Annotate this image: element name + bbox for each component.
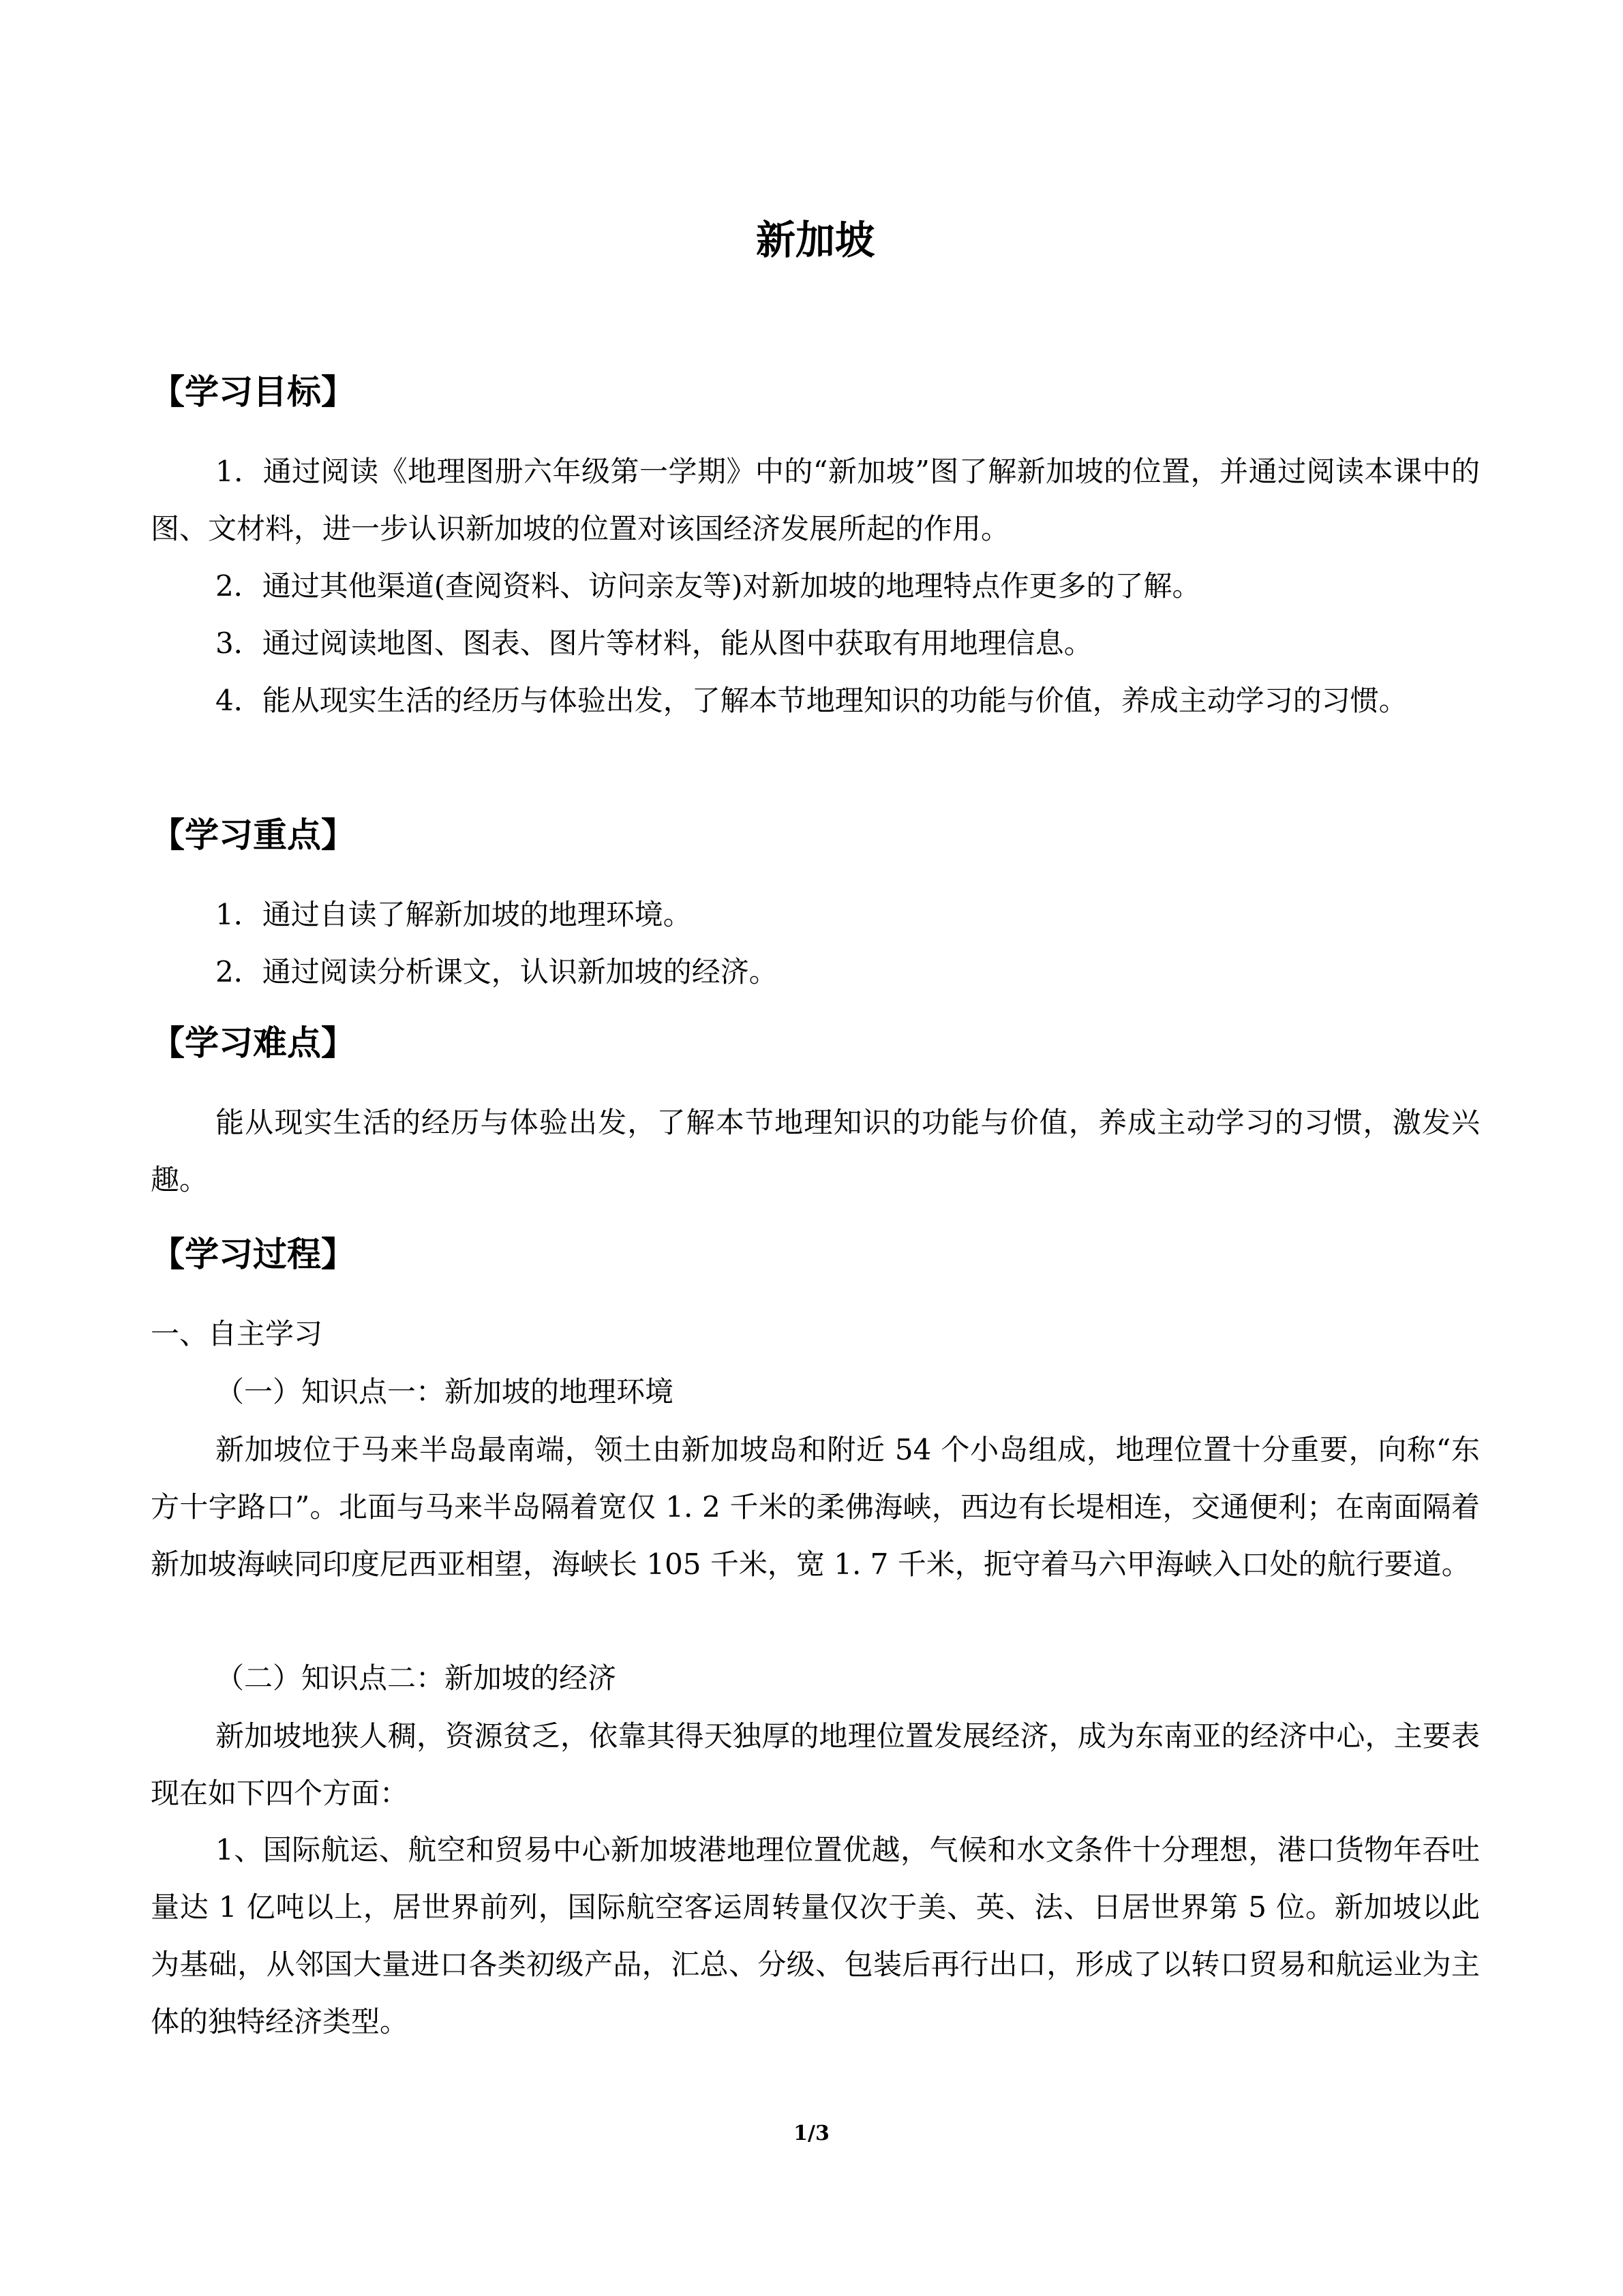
point-one-text: 新加坡位于马来半岛最南端，领土由新加坡岛和附近 54 个小岛组成，地理位置十分重要，向称“东方十字路口”。北面与马来半岛隔着宽仅 1. 2 千米的柔佛海峡，西边有长堤相连，交通便利；在南面隔着新加坡海峡同印度尼西亚相望，海峡长 105 千米，宽 1. 7 千米，扼守着马六甲海峡入口处的航行要道。 <box>151 1433 1480 1581</box>
key-points-heading: 【学习重点】 <box>151 815 355 855</box>
objectives-heading: 【学习目标】 <box>151 372 355 412</box>
objective-item-3: 3．通过阅读地图、图表、图片等材料，能从图中获取有用地理信息。 <box>215 626 1093 660</box>
difficulties-text: 能从现实生活的经历与体验出发，了解本节地理知识的功能与价值，养成主动学习的习惯，激发兴趣。 <box>151 1106 1480 1196</box>
page-title: 新加坡 <box>755 217 875 263</box>
point-two-intro: 新加坡地狭人稠，资源贫乏，依靠其得天独厚的地理位置发展经济，成为东南亚的经济中心，主要表现在如下四个方面： <box>151 1719 1480 1810</box>
objective-item-4: 4．能从现实生活的经历与体验出发，了解本节地理知识的功能与价值，养成主动学习的习惯。 <box>215 684 1408 717</box>
objective-item-2: 2．通过其他渠道(查阅资料、访问亲友等)对新加坡的地理特点作更多的了解。 <box>215 569 1201 603</box>
difficulties-heading: 【学习难点】 <box>151 1023 355 1063</box>
page-number: 1/3 <box>793 2121 830 2145</box>
part-one-label: 一、自主学习 <box>151 1317 323 1350</box>
process-heading: 【学习过程】 <box>151 1235 355 1274</box>
key-point-item-2: 2．通过阅读分析课文，认识新加坡的经济。 <box>215 955 778 988</box>
objective-item-1: 1．通过阅读《地理图册六年级第一学期》中的“新加坡”图了解新加坡的位置，并通过阅读本课中的图、文材料，进一步认识新加坡的位置对该国经济发展所起的作用。 <box>151 455 1480 545</box>
point-two-item-one: 1、国际航运、航空和贸易中心新加坡港地理位置优越，气候和水文条件十分理想，港口货物年吞吐量达 1 亿吨以上，居世界前列，国际航空客运周转量仅次于美、英、法、日居世界第 5 位。新加坡以此为基础，从邻国大量进口各类初级产品，汇总、分级、包装后再行出口，形成了以转口贸易和航运业为主体的独特经济类型。 <box>151 1833 1480 2038</box>
point-two-title: （二）知识点二：新加坡的经济 <box>215 1661 617 1695</box>
point-one-title: （一）知识点一：新加坡的地理环境 <box>215 1375 674 1408</box>
key-point-item-1: 1．通过自读了解新加坡的地理环境。 <box>215 898 692 931</box>
